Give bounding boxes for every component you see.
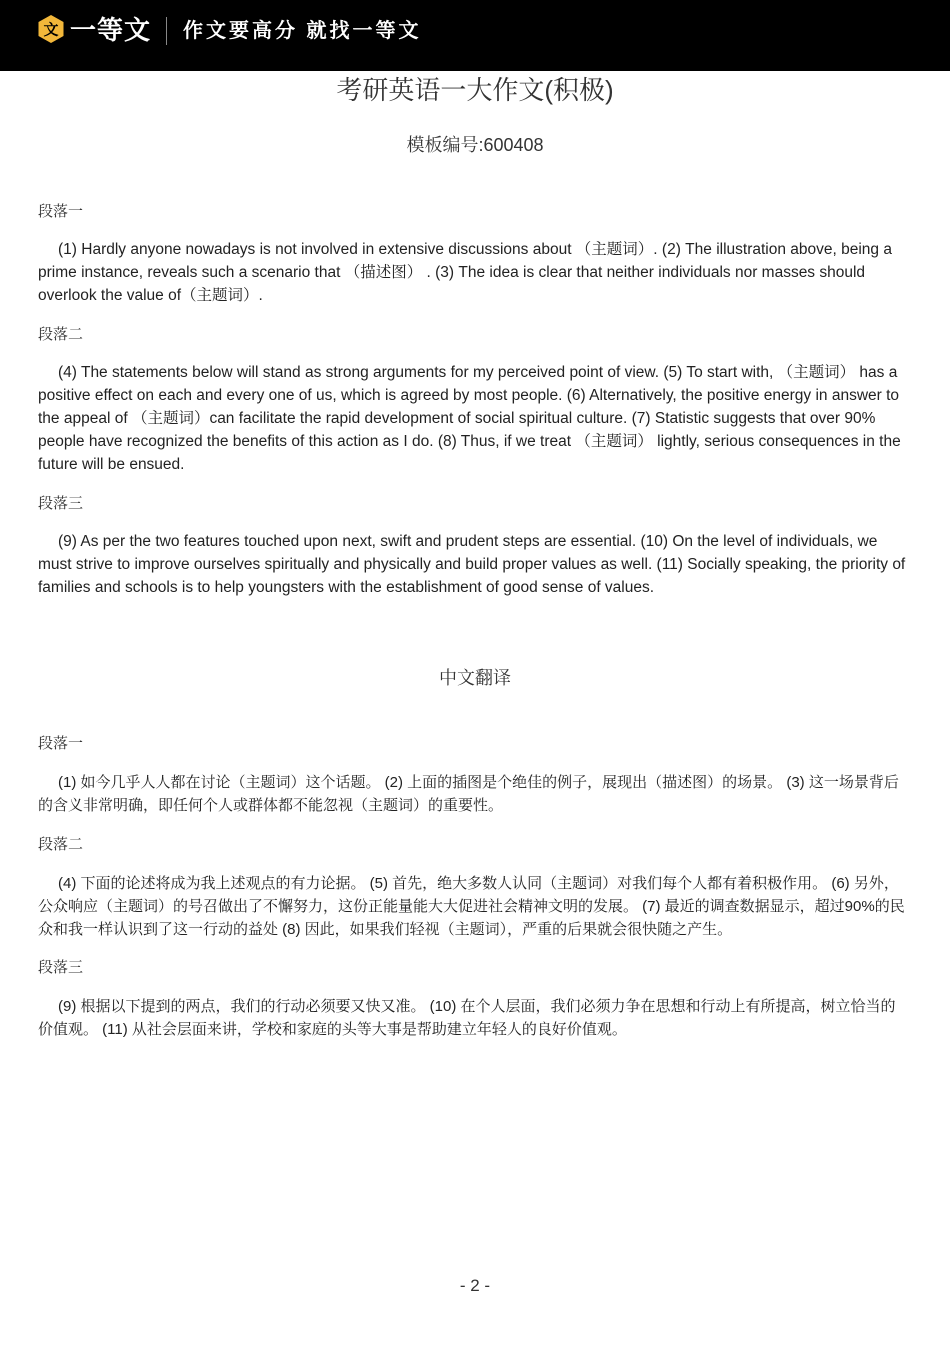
en-paragraph-3: (9) As per the two features touched upon next, swift and prudent steps are essential. (10) On the level of individuals, we must strive to improve ourselves spiritually and physically and build proper values as well. (11) Socially speaking, the priority of families and schools is to help youngsters with the establishment of good sense of values. [38,533,906,596]
cn-paragraph-2-label: 段落二 [38,836,84,853]
brand-name: 一等文 [70,15,152,45]
cn-paragraph-1-label: 段落一 [38,735,84,752]
cn-paragraph-1: (1) 如今几乎人人都在讨论（主题词）这个话题。 (2) 上面的插图是个绝佳的例子，展现出（描述图）的场景。 (3) 这一场景背后的含义非常明确，即任何个人或群体都不能忽视（主题词）的重要性。 [38,774,899,814]
header-divider [166,17,167,45]
en-paragraph-1-label: 段落一 [38,203,84,220]
cn-paragraph-2: (4) 下面的论述将成为我上述观点的有力论据。 (5) 首先，绝大多数人认同（主题词）对我们每个人都有着积极作用。 (6) 另外，公众响应（主题词）的号召做出了不懈努力，这份正能量能大大促进社会精神文明的发展。 (7) 最近的调查数据显示，超过90%的民众和我一样认识到了这一行动的益处 (8) 因此，如果我们轻视（主题词），严重的后果就会很快随之产生。 [38,875,905,938]
header-bar [0,0,950,71]
logo-icon [36,14,66,44]
translation-heading: 中文翻译 [439,668,511,688]
en-paragraph-2-label: 段落二 [38,326,84,343]
en-paragraph-2: (4) The statements below will stand as strong arguments for my perceived point of view. (5) To start with, （主题词） has a positive effect on each and every one of us, which is agreed by most people. (6) Alternatively, the positive energy in answer to the appeal of （主题词）can facilitate the rapid development of social spiritual culture. (7) Statistic suggests that over 90% people have recognized the benefits of this action as I do. (8) Thus, if we treat （主题词） lightly, serious consequences in the future will be ensued. [38,364,901,473]
en-paragraph-3-label: 段落三 [38,495,84,512]
cn-paragraph-3-label: 段落三 [38,959,84,976]
svg-text:文: 文 [43,20,59,39]
en-paragraph-1: (1) Hardly anyone nowadays is not involved in extensive discussions about （主题词）. (2) The illustration above, being a prime instance, reveals such a scenario that （描述图） . (3) The idea is clear that neither individuals nor masses should overlook the value of（主题词）. [38,241,892,304]
header-slogan: 作文要高分 就找一等文 [183,20,422,42]
document-title: 考研英语一大作文(积极) [336,75,614,105]
template-id: 模板编号:600408 [406,135,544,155]
page-number: - 2 - [459,1276,491,1295]
cn-paragraph-3: (9) 根据以下提到的两点，我们的行动必须要又快又准。 (10) 在个人层面，我们必须力争在思想和行动上有所提高，树立恰当的价值观。 (11) 从社会层面来讲，学校和家庭的头等大事是帮助建立年轻人的良好价值观。 [38,998,896,1038]
